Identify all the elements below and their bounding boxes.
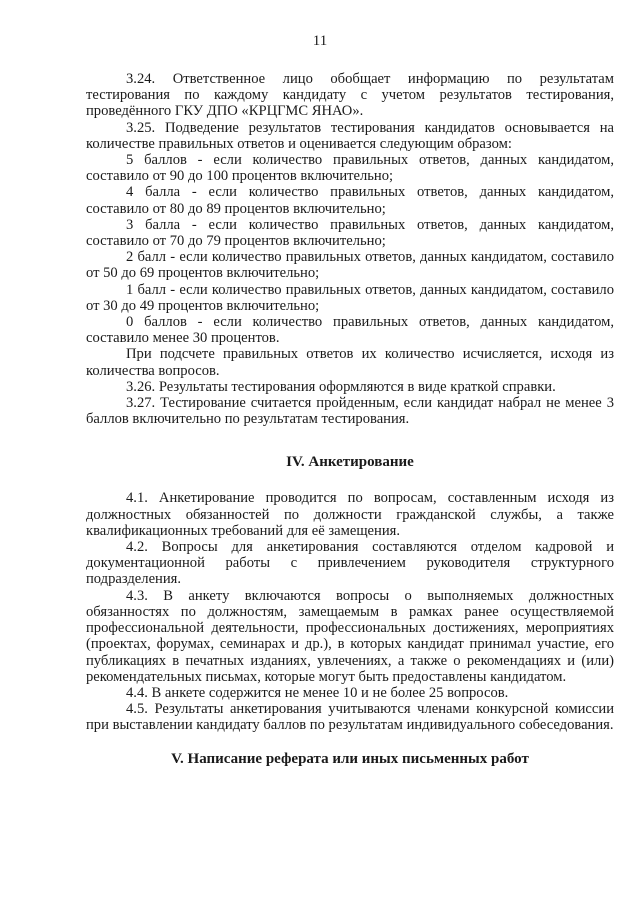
document-body [86, 71, 614, 768]
paragraph-3-25: 3.25. Подведение результатов тестирования кандидатов основывается на количестве правильных ответов и оценивается следующим образом: [86, 119, 614, 152]
page-number: 11 [312, 33, 328, 49]
paragraph-3-26: 3.26. Результаты тестирования оформляются в виде краткой справки. [126, 378, 556, 395]
paragraph-4-2: 4.2. Вопросы для анкетирования составляются отделом кадровой и документационной работы с привлечением руководителя структурного подразделения. [86, 539, 614, 588]
section-heading-v: V. Написание реферата или иных письменных работ [171, 750, 529, 767]
score-3-rule: 3 балла - если количество правильных ответов, данных кандидатом, составило от 70 до 79 процентов включительно; [86, 216, 614, 250]
paragraph-4-1: 4.1. Анкетирование проводится по вопросам, составленным исходя из должностных обязанностей по должности гражданской службы, а также квалификационных требований для её замещения. [86, 490, 614, 539]
score-5-rule: 5 баллов - если количество правильных ответов, данных кандидатом, составило от 90 до 100 процентов включительно; [86, 152, 614, 185]
paragraph-4-3: 4.3. В анкету включаются вопросы о выполняемых должностных обязанностях по должностям, замещаемым в рамках ранее осуществляемой профессиональной деятельности, профессиональных достижениях, мероприятиях (проектах, форумах, семинарах и др.), в которых кандидат принимал участие, его публикациях в печатных изданиях, увлечениях, а также о рекомендациях и (или) рекомендательных письмах, которые могут быть предоставлены кандидатом. [86, 587, 614, 685]
score-1-rule: 1 балл - если количество правильных ответов, данных кандидатом, составило от 30 до 49 процентов включительно; [86, 281, 614, 314]
score-0-rule: 0 баллов - если количество правильных ответов, данных кандидатом, составило менее 30 процентов. [86, 314, 614, 347]
score-2-rule: 2 балл - если количество правильных ответов, данных кандидатом, составило от 50 до 69 процентов включительно; [86, 249, 614, 282]
paragraph-4-5: 4.5. Результаты анкетирования учитываются членами конкурсной комиссии при выставлении кандидату баллов по результатам индивидуального собеседования. [86, 701, 614, 734]
paragraph-3-27: 3.27. Тестирование считается пройденным, если кандидат набрал не менее 3 баллов включительно по результатам тестирования. [86, 395, 614, 428]
score-4-rule: 4 балла - если количество правильных ответов, данных кандидатом, составило от 80 до 89 процентов включительно; [86, 184, 614, 217]
paragraph-counting: При подсчете правильных ответов их количество исчисляется, исходя из количества вопросов. [86, 346, 614, 379]
paragraph-3-24: 3.24. Ответственное лицо обобщает информацию по результатам тестирования по каждому кандидату с учетом результатов тестирования, проведённого ГКУ ДПО «КРЦГМС ЯНАО». [86, 71, 614, 120]
section-heading-iv: IV. Анкетирование [286, 454, 414, 471]
paragraph-4-4: 4.4. В анкете содержится не менее 10 и не более 25 вопросов. [126, 684, 509, 701]
